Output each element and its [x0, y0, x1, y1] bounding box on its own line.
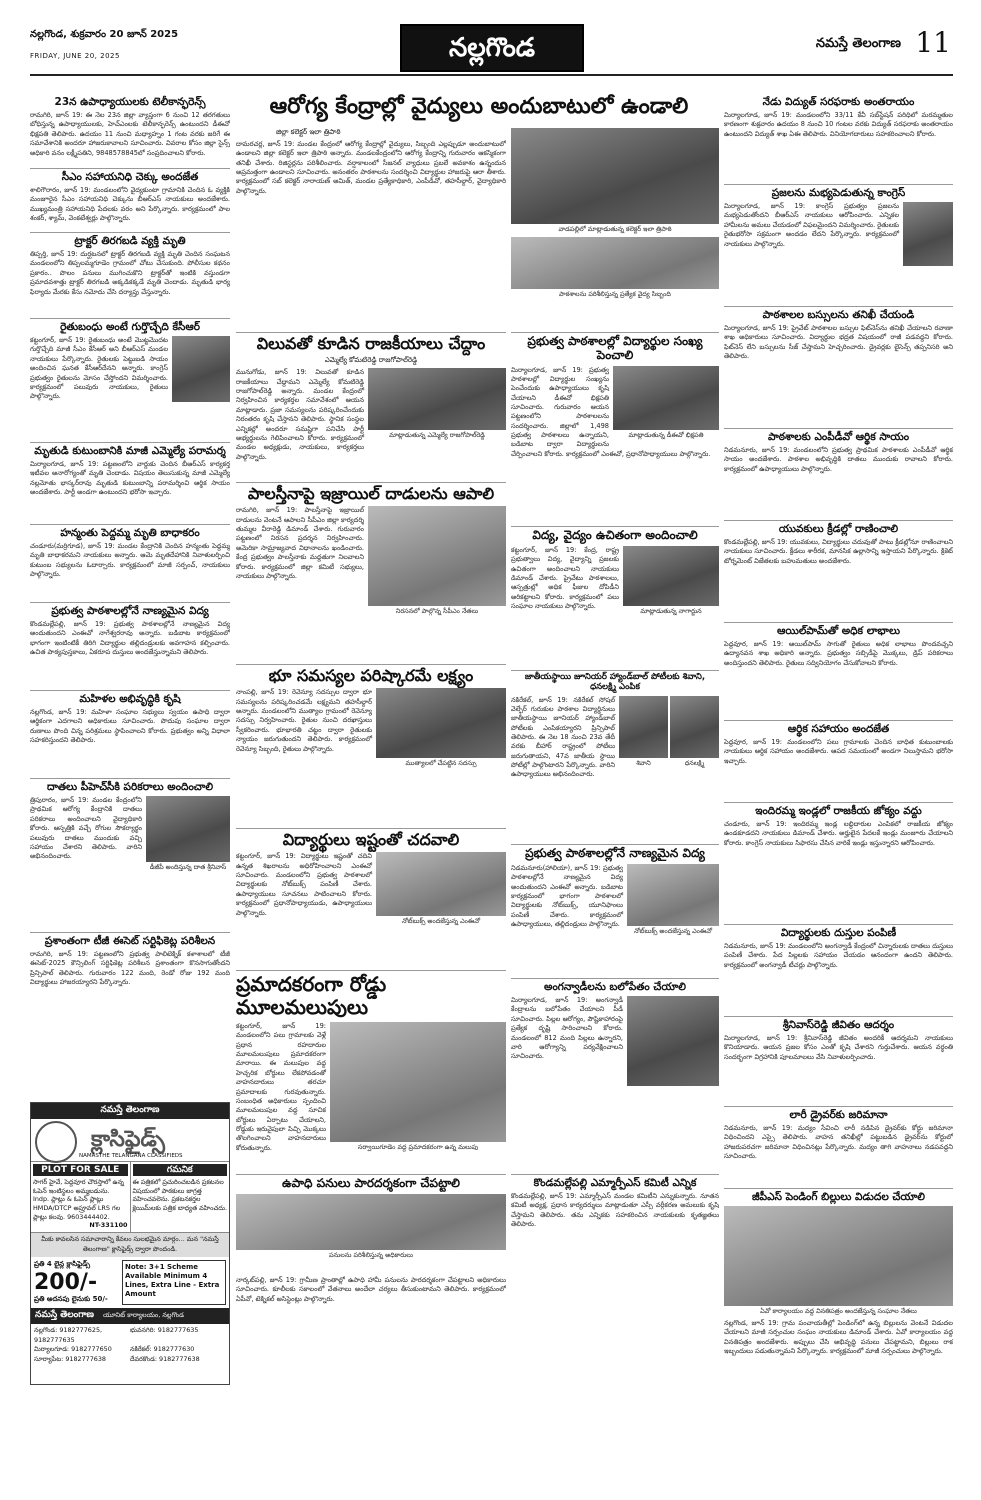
meeting-photo — [376, 688, 506, 758]
photo-caption: పాఠశాలను పరిశీలిస్తున్న ప్రత్యేక వైద్య సిబ్బంది — [559, 290, 671, 298]
headline: ఉపాధి పనులు పారదర్శకంగా చేపట్టాలి — [282, 1176, 460, 1190]
article — [30, 168, 230, 231]
article-body: తిప్పర్తి, జూన్ 19: దుర్ఘటనలో ట్రాక్టర్ తిరగబడి వ్యక్తి మృతి చెందిన సంఘటన మండలంలోని తిప్పలమ్మగూడెం గ్రామంలో చోటు చేసుకుంది. పోలీసుల కథనం ప్రకారం.. పొలం పనులు ముగించుకొని ట్రాక్టర్‌తో ఇంటికి వస్తుండగా ప్రమాదవశాత్తు ట్రాక్టర్ తిరగబడి అక్కడికక్కడే మృతి చెందాడు. మృతుడి భార్య ఫిర్యాదు మేరకు కేసు నమోదు చేసి దర్యాప్తు చేస్తున్నారు. — [30, 250, 230, 296]
article — [30, 442, 230, 523]
article-body: నల్లగొండ, జూన్ 19: మహిళా సంఘాల సభ్యులు స్వయం ఉపాధి ద్వారా ఆర్థికంగా ఎదగాలని అధికారులు సూచించారు. పొదుపు సంఘాల ద్వారా రుణాలు పొంది చిన్న పరిశ్రమలు స్థాపించాలని కోరారు. ప్రభుత్వం అన్ని విధాలా సహకరిస్తుందని తెలిపారు. — [30, 708, 230, 745]
article-body: చండూరు, జూన్ 19: ఇందిరమ్మ ఇండ్ల లబ్ధిదారుల ఎంపికలో రాజకీయ జోక్యం ఉండకూడదని నాయకులు డిమాండ్ చేశారు. అర్హులైన పేదలకే ఇండ్లు మంజూరు చేయాలని కోరారు. కాంగ్రెస్ నాయకులు సిఫారసు చేసిన వారికే ఇండ్లు ఇస్తున్నారని ఆరోపించారు. — [724, 820, 953, 847]
lead-headline: ఆరోగ్య కేంద్రాల్లో వైద్యులు అందుబాటులో ఉండాలి — [269, 94, 689, 119]
article — [511, 670, 719, 841]
article-body: నిడమనూరు, జూన్ 19: మండలంలోని అంగన్వాడీ కేంద్రంలో చిన్నారులకు దాతలు దుస్తులు పంపిణీ చేశారు. పేద పిల్లలకు సహాయం చేయడం ఆనందంగా ఉందని తెలిపారు. కార్యక్రమంలో అంగన్వాడీ టీచర్లు పాల్గొన్నారు. — [724, 942, 953, 969]
article-body: మిర్యాలగూడ, జూన్ 19: శ్రీనివాస్‌రెడ్డి జీవితం అందరికీ ఆదర్శమని నాయకులు కొనియాడారు. ఆయన ప్రజల కోసం ఎంతో కృషి చేశారని గుర్తుచేశారు. ఆయన వర్ధంతి సందర్భంగా విగ్రహానికి పూలమాలలు వేసి నివాళులర్పించారు. — [724, 1034, 953, 1061]
athlete-2 — [670, 696, 719, 771]
article — [236, 482, 506, 661]
article — [724, 720, 953, 801]
headline: పాఠశాలకు ఎంపీడీవో ఆర్థిక సాయం — [767, 431, 910, 443]
article-body: చండూరు(మర్రిగూడ), జూన్ 19: మండల కేంద్రానికి చెందిన హన్మంతు పెద్దమ్మ మృతి బాధాకరమని నాయకులు అన్నారు. ఆమె మృతదేహానికి నివాళులర్పించి కుటుంబ సభ్యులను ఓదార్చారు. కార్యక్రమంలో మాజీ సర్పంచ్, నాయకులు పాల్గొన్నారు. — [30, 542, 230, 579]
article — [30, 778, 230, 931]
article-continued — [236, 1276, 506, 1476]
photo-caption: శివాని — [636, 758, 651, 767]
headline: జాతీయస్థాయి జూనియర్ హ్యాండ్‌బాల్ పోటీలకు శివాని, ధనలక్ష్మి ఎంపిక — [524, 672, 706, 692]
article-body: నకిరేకల్, జూన్ 19: నకిరేకల్ సోషల్ వెల్ఫేర్ గురుకుల పాఠశాల విద్యార్థినులు జాతీయస్థాయి జూనియర్ హ్యాండ్‌బాల్ పోటీలకు ఎంపికయ్యారని ప్రిన్సిపాల్ తెలిపారు. ఈ నెల 18 నుంచి 23వ తేదీ వరకు బీహార్ రాష్ట్రంలో పోటీలు జరుగుతాయని, 47వ జాతీయ స్థాయి పోటీల్లో పాల్గొంటారని పేర్కొన్నారు. వారిని ఉపాధ్యాయులు అభినందించారు. — [511, 695, 615, 779]
headline: విలువతో కూడిన రాజకీయాలు చేద్దాం — [256, 334, 486, 353]
headline: ప్రభుత్వ పాఠశాలల్లోనే నాణ్యమైన విద్య — [525, 846, 705, 860]
article — [30, 524, 230, 601]
headline: ఆర్థిక సహాయం అందజేత — [787, 723, 890, 735]
article-body: శాలిగౌరారం, జూన్ 19: మండలంలోని వైద్యకుంటా గ్రామానికి చెందిన ఓ వ్యక్తికి మంజూరైన సీఎం సహాయనిధి చెక్కును బీఆర్‌ఎస్ నాయకులు అందజేశారు. ముఖ్యమంత్రి సహాయనిధి పేదలకు వరం అని పేర్కొన్నారు. కార్యక్రమంలో పాల శంకర్, శ్యామ్, వెంకటేశ్వర్లు పాల్గొన్నారు. — [30, 186, 230, 223]
price-block — [34, 1260, 122, 1305]
article — [511, 1174, 719, 1479]
collector-photo — [511, 128, 719, 224]
price: 200/- — [34, 1269, 98, 1295]
headline: మృతుడి కుటుంబానికి మాజీ ఎమ్మెల్యే పరామర్శ — [34, 445, 226, 457]
masthead-date — [30, 28, 178, 60]
section-title: నల్లగొండ — [400, 24, 584, 72]
article — [724, 1016, 953, 1105]
article-body: మిర్యాలగూడ, జూన్ 19: ప్రైవేట్ పాఠశాలల బస్సుల ఫిట్‌నెస్‌ను తనిఖీ చేయాలని రవాణా శాఖ అధికారులు సూచించారు. విద్యార్థుల భద్రత విషయంలో రాజీ పడవద్దని కోరారు. ఫిట్‌నెస్ లేని బస్సులను సీజ్ చేస్తామని హెచ్చరించారు. డ్రైవర్లకు లైసెన్స్ తప్పనిసరి అని తెలిపారు. — [724, 324, 953, 361]
headline: విద్యార్థులకు దుస్తుల పంపిణీ — [780, 927, 897, 939]
notice-text: ఈ పత్రికలో ప్రచురించబడిన ప్రకటనల విషయంలో పాఠకులు జాగ్రత్త వహించవలెను. ప్రకటనకర్తల క్లెయిమ్‌లకు పత్రిక బాధ్యత వహించదు. — [132, 1178, 228, 1213]
inspection-photo — [511, 237, 719, 289]
photo-caption: మాట్లాడుతున్న డీఈవో భిక్షపతి — [628, 430, 704, 439]
headline: భూ సమస్యల పరిష్కారమే లక్ష్యం — [268, 666, 474, 685]
athlete-1 — [619, 696, 668, 771]
english-date: FRIDAY, JUNE 20, 2025 — [30, 52, 120, 60]
phone-entry: దేవరకొండ: 9182777638 — [130, 1354, 200, 1363]
headline: ఆయిల్‌పామ్‌తో అధిక లాభాలు — [776, 625, 901, 637]
photo-caption: ధనలక్ష్మి — [684, 758, 705, 767]
article-body: రామగిరి, జూన్ 19: పట్టణంలోని ప్రభుత్వ పాలిటెక్నిక్ కళాశాలలో టీజీ ఈసెట్-2025 కౌన్సిలింగ్ సర్టిఫికెట్ల పరిశీలన ప్రశాంతంగా కొనసాగుతోందని ప్రిన్సిపాల్ తెలిపారు. గురువారం 122 మంది, రెండో రోజు 192 మంది విద్యార్థులు హాజరయ్యారని పేర్కొన్నారు. — [30, 950, 230, 987]
article-body: కొండమల్లేపల్లి, జూన్ 19: ఎమ్మార్పీఎస్ మండల కమిటీని ఎన్నుకున్నారు. నూతన కమిటీ అధ్యక్ష, ప్రధాన కార్యదర్శులు మాట్లాడుతూ ఎస్సీ వర్గీకరణ అమలుకు కృషి చేస్తామని తెలిపారు. తమ ఎన్నికకు సహకరించిన నాయకులకు కృతజ్ఞతలు తెలిపారు. — [511, 1192, 719, 1229]
memorandum-photo — [724, 1206, 953, 1306]
price-row — [31, 1257, 229, 1308]
article-body: మిర్యాలగూడ, జూన్ 19: అంగన్వాడీ కేంద్రాలను బలోపేతం చేయాలని పీడీ సూచించారు. పిల్లల ఆరోగ్యం, పౌష్టికాహారంపై ప్రత్యేక దృష్టి సారించాలని కోరారు. మండలంలో 812 మంది పిల్లలు ఉన్నారని, వారి ఆరోగ్యాన్ని పర్యవేక్షించాలని సూచించారు. — [511, 996, 623, 1061]
article — [724, 622, 953, 719]
article — [511, 332, 719, 523]
phone-entry: నకిరేకల్: 9182777630 — [130, 1345, 195, 1354]
headline: ప్రజలను మభ్యపెడుతున్న కాంగ్రెస్ — [771, 187, 906, 199]
speaker-photo — [623, 546, 719, 606]
photo-block — [627, 864, 719, 939]
photo-caption: పనులను పరిశీలిస్తున్న అధికారులు — [328, 1250, 414, 1259]
article-body: నిడమనూరు(హాలియా), జూన్ 19: ప్రభుత్వ పాఠశాలల్లోనే నాణ్యమైన విద్య అందుతుందని ఎంఈవో అన్నారు. బడిబాట కార్యక్రమంలో భాగంగా పాఠశాలలో విద్యార్థులకు నోట్‌బుక్స్, యూనిఫాంలు పంపిణీ చేశారు. కార్యక్రమంలో ఉపాధ్యాయులు, తల్లిదండ్రులు పాల్గొన్నారు. — [511, 863, 623, 928]
headline: అంగన్వాడీలను బలోపేతం చేయాలి — [544, 981, 686, 993]
headline: ప్రభుత్వ పాఠశాలల్లోనే నాణ్యమైన విద్య — [51, 605, 209, 617]
price-label: ప్రతి 4 లైన్ల క్లాసిఫైడ్స్ — [34, 1259, 91, 1268]
students-photo — [627, 864, 719, 926]
classified-ad — [30, 1102, 230, 1385]
article-body: కొండమల్లేపల్లి, జూన్ 19: ప్రభుత్వ పాఠశాలల్లోనే నాణ్యమైన విద్య అందుతుందని ఎంఈవో నాగేశ్వరరావు అన్నారు. బడిబాట కార్యక్రమంలో భాగంగా ఇంటింటికీ తిరిగి విద్యార్థుల తల్లిదండ్రులకు అవగాహన కల్పించారు. ఉచిత పాఠ్యపుస్తకాలు, ఏకరూప దుస్తులు అందజేస్తున్నామని తెలిపారు. — [30, 620, 230, 657]
headline: సీఎం సహాయనిధి చెక్కు అందజేత — [61, 171, 199, 183]
athlete-photos — [619, 696, 719, 771]
headline: ప్రమాదకరంగా రోడ్డు మూలమలుపులు — [236, 972, 387, 1019]
article-body: మిర్యాలగూడ, జూన్ 19: మండలంలోని 33/11 కేవీ సబ్‌స్టేషన్ పరిధిలో మరమ్మతుల కారణంగా శుక్రవారం ఉదయం 8 నుంచి 10 గంటల వరకు విద్యుత్ సరఫరాకు అంతరాయం ఉంటుందని విద్యుత్ శాఖ ఏఈ తెలిపారు. వినియోగదారులు సహకరించాలని కోరారు. — [724, 111, 953, 138]
article-body: మిర్యాలగూడ, జూన్ 19: ప్రభుత్వ పాఠశాలల్లో విద్యార్థుల సంఖ్యను పెంచేందుకు ఉపాధ్యాయులు కృషి చేయాలని డీఈవో భిక్షపతి సూచించారు. గురువారం ఆయన పట్టణంలోని పాఠశాలలను సందర్శించారు. జిల్లాలో 1,498 ప్రభుత్వ పాఠశాలలు ఉన్నాయని, బడిబాట ద్వారా విద్యార్థులను చేర్పించాలని కోరారు. కార్యక్రమంలో ఎంఈవో, ప్రధానోపాధ్యాయులు పాల్గొన్నారు. — [511, 365, 711, 458]
photo-caption: సర్వాయిగూడెం వద్ద ప్రమాదకరంగా ఉన్న మలుపు — [357, 1143, 479, 1151]
photo-caption: నోట్‌బుక్స్ అందజేస్తున్న ఎంఈవో — [401, 917, 481, 926]
article — [236, 970, 506, 1171]
article — [724, 428, 953, 519]
article — [724, 520, 953, 621]
article-body: కట్టంగూర్, జూన్ 19: మండలంలోని పలు గ్రామాలకు వెళ్లే ప్రధాన రహదారుల మూలమలుపులు ప్రమాదకరంగా మారాయి. ఈ మలుపుల వద్ద హెచ్చరిక బోర్డులు లేకపోవడంతో వాహనదారులు తరచూ ప్రమాదాలకు గురవుతున్నారు. సంబంధిత అధికారులు స్పందించి మూలమలుపుల వద్ద సూచిక బోర్డులు ఏర్పాటు చేయాలని, రోడ్డుకు ఇరువైపులా పిచ్చి మొక్కలు తొలగించాలని వాహనదారులు కోరుతున్నారు. — [236, 1022, 326, 1152]
article — [724, 306, 953, 427]
headline: విద్యార్థులు ఇష్టంతో చదవాలి — [282, 830, 460, 849]
article — [30, 932, 230, 1093]
photo-block — [146, 796, 230, 875]
headline: యువకులు క్రీడల్లో రాణించాలి — [778, 523, 899, 535]
headline: విద్య, వైద్యం ఉచితంగా అందించాలి — [532, 528, 698, 542]
headline: దాతలు పీహెచ్‌సీకి పరికరాలు అందించాలి — [46, 781, 214, 793]
classified-logo-word: క్లాసిఫైడ్స్ — [91, 1127, 165, 1152]
person-photo — [172, 336, 230, 402]
article — [236, 828, 506, 967]
rally-photo — [368, 506, 506, 606]
plot-text: సాగర్ హైవే, పెద్దవూర చౌరస్తాలో ఉన్న ఓపెన్ ఇంటిస్థలం అమ్మబడును. Indp. ప్లాట్లు & ఓపెన్ ప్లాట్లు HMDA/DTCP అప్రూవల్ LRS గల ప్లాట్లు కలవు. 9603444402. — [33, 1178, 125, 1221]
photo-caption: మాట్లాడుతున్న నాగార్జున — [640, 606, 702, 615]
person-photo — [903, 202, 953, 266]
paper-name: నమస్తే తెలంగాణ — [815, 36, 901, 51]
article — [236, 332, 506, 479]
article-body: నార్కట్‌పల్లి, జూన్ 19: గ్రామీణ ప్రాంతాల్లో ఉపాధి హామీ పనులను పారదర్శకంగా చేపట్టాలని అధికారులు సూచించారు. కూలీలకు సకాలంలో వేతనాలు అందేలా చర్యలు తీసుకుంటామని తెలిపారు. కార్యక్రమంలో ఏపీవో, టెక్నికల్ అసిస్టెంట్లు పాల్గొన్నారు. — [236, 1276, 506, 1303]
article — [511, 526, 719, 667]
office-title — [31, 1308, 229, 1324]
phone-entry: సూర్యాపేట: 9182777638 — [34, 1354, 106, 1363]
phone-entry: మిర్యాలగూడ: 9182777650 — [34, 1345, 112, 1354]
headline: పాఠశాలల బస్సులను తనిఖీ చేయండి — [762, 309, 915, 321]
headline: పాలస్తీనాపై ఇజ్రాయిల్ దాడులను ఆపాలి — [247, 484, 495, 503]
article — [30, 690, 230, 777]
headline: రైతుబంధు అంటే గుర్తొచ్చేది కేసీఆర్ — [60, 321, 200, 333]
article — [724, 184, 953, 305]
article — [724, 94, 953, 182]
headline: జీపీఎస్ పెండింగ్ బిల్లులు విడుదల చేయాలి — [752, 1191, 925, 1203]
article-body: నల్లగొండ, జూన్ 19: గ్రామ పంచాయతీల్లో పెండింగ్‌లో ఉన్న బిల్లులను వెంటనే విడుదల చేయాలని మాజీ సర్పంచుల సంఘం నాయకులు డిమాండ్ చేశారు. ఏవో కార్యాలయం వద్ద వినతిపత్రం అందజేశారు. అప్పులు చేసి అభివృద్ధి పనులు చేపట్టామని, బిల్లులు రాక ఇబ్బందులు పడుతున్నామని పేర్కొన్నారు. కార్యక్రమంలో మాజీ సర్పంచులు పాల్గొన్నారు. — [724, 1319, 953, 1356]
classified-logo-sub: NAMASTHE TELANGANA CLASSIFIEDS — [79, 1153, 183, 1159]
photo-block — [613, 366, 719, 443]
headline: శ్రీనివాస్‌రెడ్డి జీవితం ఆదర్శం — [782, 1019, 895, 1031]
classified-row — [31, 1162, 229, 1233]
columns — [30, 94, 953, 1488]
photo-block — [376, 852, 506, 929]
phone-entry: నల్లగొండ: 9182777625, 9182777635 — [34, 1325, 103, 1344]
photo-block — [619, 696, 719, 771]
lead-body: దామరచర్ల, జూన్ 19: మండల కేంద్రంలో ఆరోగ్య కేంద్రాల్లో వైద్యులు, సిబ్బంది ఎల్లప్పుడూ అందుబాటులో ఉండాలని జిల్లా కలెక్టర్ ఇలా త్రిపాఠి అన్నారు. మండలకేంద్రంలోని ఆరోగ్య కేంద్రాన్ని గురువారం ఆకస్మికంగా తనిఖీ చేశారు. రిజిస్టర్లను పరిశీలించారు. వర్షాకాలంలో సీజనల్ వ్యాధులు ప్రబలే అవకాశం ఉన్నందున అప్రమత్తంగా ఉండాలని సూచించారు. అనంతరం పాఠశాలను సందర్శించి విద్యార్థుల హాజరుపై ఆరా తీశారు. కార్యక్రమంలో సబ్ కలెక్టర్ నారాయణ్ అమిత్, మండల ప్రత్యేకాధికారి, ఎంపీడీవో, తహసీల్దార్, వైద్యాధికారి పాల్గొన్నారు. — [236, 140, 506, 195]
road-photo — [330, 1022, 506, 1142]
office-sub: యూనిట్ కార్యాలయం, నల్లగొండ — [103, 1310, 184, 1319]
article — [724, 1188, 953, 1479]
headline: ఇందిరమ్మ ఇండ్లలో రాజకీయ జోక్యం వద్దు — [755, 805, 922, 817]
plot-ad — [31, 1162, 131, 1232]
headline: 23న ఉపాధ్యాయులకు టెలీకాన్ఫరెన్స్ — [54, 96, 206, 108]
photo-block — [627, 996, 719, 1086]
deo-photo — [613, 366, 719, 430]
athlete-photo — [670, 696, 719, 758]
article — [30, 318, 230, 441]
article-body: కొండమల్లేపల్లి, జూన్ 19: యువకులు, విద్యార్థులు చదువుతో పాటు క్రీడల్లోనూ రాణించాలని నాయకులు సూచించారు. క్రీడలు శారీరక, మానసిక ఉల్లాసాన్ని ఇస్తాయని పేర్కొన్నారు. క్రికెట్ టోర్నమెంట్ విజేతలకు బహుమతులు అందజేశారు. — [724, 538, 953, 565]
note-box: Note: 3+1 Scheme Available Minimum 4 Lines, Extra Line - Extra Amount — [122, 1260, 226, 1305]
price-extra: ప్రతి అదనపు లైనుకు 50/- — [34, 1294, 108, 1303]
article-body: నిడమనూరు, జూన్ 19: మద్యం సేవించి లారీ నడిపిన డ్రైవర్‌కు కోర్టు జరిమానా విధించిందని ఎస్సై తెలిపారు. వాహన తనిఖీల్లో పట్టుబడిన డ్రైవర్‌ను కోర్టులో హాజరుపరచగా జరిమానా విధించినట్లు పేర్కొన్నారు. మద్యం తాగి వాహనాలు నడపవద్దని సూచించారు. — [724, 1124, 953, 1161]
notice-ad — [131, 1162, 230, 1232]
article-body: మిర్యాలగూడ, జూన్ 19: పట్టణంలోని వార్డుకు చెందిన బీఆర్‌ఎస్ కార్యకర్త ఇటీవల అనారోగ్యంతో మృతి చెందాడు. విషయం తెలుసుకున్న మాజీ ఎమ్మెల్యే నల్లమోతు భాస్కర్‌రావు మృతుడి కుటుంబాన్ని పరామర్శించి ఆర్థిక సాయం అందజేశారు. పార్టీ అండగా ఉంటుందని భరోసా ఇచ్చారు. — [30, 460, 230, 497]
notice-label: గమనిక — [133, 1164, 228, 1176]
article — [511, 844, 719, 975]
donor-photo — [146, 796, 230, 862]
classified-logo — [31, 1119, 229, 1162]
article-body: కట్టంగూర్, జూన్ 19: రైతుబంధు అంటే మొట్టమొదట గుర్తొచ్చేది మాజీ సీఎం కేసీఆర్ అని బీఆర్‌ఎస్ మండల నాయకులు పేర్కొన్నారు. రైతులకు పెట్టుబడి సాయం అందించిన ఘనత కేసీఆర్‌దేనని అన్నారు. కాంగ్రెస్ ప్రభుత్వం రైతులను మోసం చేస్తోందని విమర్శించారు. కార్యక్రమంలో పలువురు నాయకులు, రైతులు పాల్గొన్నారు. — [30, 336, 168, 401]
headline: ప్రభుత్వ పాఠశాలల్లో విద్యార్థుల సంఖ్య పెంచాలి — [527, 334, 703, 362]
phone-entry: భువనగిరి: 9182777635 — [130, 1325, 199, 1334]
article — [236, 1174, 506, 1275]
headline: నేడు విద్యుత్ సరఫరాకు అంతరాయం — [762, 96, 915, 108]
lead-article — [236, 128, 506, 328]
article-body: పెద్దవూర, జూన్ 19: ఆయిల్‌పామ్ సాగుతో రైతులు అధిక లాభాలు పొందవచ్చని ఉద్యానవన శాఖ అధికారి అన్నారు. ప్రభుత్వం సబ్సిడీపై మొక్కలు, డ్రిప్ పరికరాలు అందిస్తుందని తెలిపారు. రైతులు సద్వినియోగం చేసుకోవాలని కోరారు. — [724, 640, 953, 667]
office-name: నమస్తే తెలంగాణ — [35, 1309, 94, 1320]
article-body: త్రిపురారం, జూన్ 19: మండల కేంద్రంలోని ప్రాథమిక ఆరోగ్య కేంద్రానికి దాతలు పరికరాలు అందించాలని వైద్యాధికారి కోరారు. ఆస్పత్రికి వచ్చే రోగుల సౌకర్యార్థం పలువురు దాతలు ముందుకు వచ్చి సహాయం చేశారని తెలిపారు. వారిని అభినందించారు. — [30, 796, 142, 861]
article-body: మునుగోడు, జూన్ 19: విలువతో కూడిన రాజకీయాలు చేద్దామని ఎమ్మెల్యే కోమటిరెడ్డి రాజగోపాల్‌రెడ్డి అన్నారు. మండల కేంద్రంలో నిర్వహించిన కార్యకర్తల సమావేశంలో ఆయన మాట్లాడారు. ప్రజా సమస్యలను పరిష్కరించేందుకు నిరంతరం కృషి చేస్తానని తెలిపారు. స్థానిక సంస్థల ఎన్నికల్లో అందరూ సమష్టిగా పనిచేసి పార్టీ అభ్యర్థులను గెలిపించాలని కోరారు. కార్యక్రమంలో మండల అధ్యక్షుడు, నాయకులు, కార్యకర్తలు పాల్గొన్నారు. — [236, 368, 364, 461]
article-body: కట్టంగూర్, జూన్ 19: కేంద్ర, రాష్ట్ర ప్రభుత్వాలు విద్య, వైద్యాన్ని ప్రజలకు ఉచితంగా అందించాలని నాయకులు డిమాండ్ చేశారు. ప్రైవేటు పాఠశాలలు, ఆస్పత్రుల్లో అధిక ఫీజుల దోపిడీని అరికట్టాలని కోరారు. కార్యక్రమంలో పలు సంఘాల నాయకులు పాల్గొన్నారు. — [511, 545, 619, 610]
page-number: 11 — [915, 26, 951, 59]
headline: ట్రాక్టర్ తిరగబడి వ్యక్తి మృతి — [74, 235, 186, 247]
article — [724, 1106, 953, 1187]
photo-block — [368, 368, 506, 443]
article-body: రామగిరి, జూన్ 19: పాలస్తీనాపై ఇజ్రాయిల్ దాడులను వెంటనే ఆపాలని సీపీఎం జిల్లా కార్యదర్శి తుమ్మల వీరారెడ్డి డిమాండ్ చేశారు. గురువారం పట్టణంలో నిరసన ప్రదర్శన నిర్వహించారు. అమెరికా సామ్రాజ్యవాద విధానాలను ఖండించారు. కేంద్ర ప్రభుత్వం పాలస్తీనాకు మద్దతుగా నిలవాలని కోరారు. కార్యక్రమంలో జిల్లా కమిటీ సభ్యులు, నాయకులు పాల్గొన్నారు. — [236, 506, 364, 580]
place-date: నల్లగొండ, శుక్రవారం 20 జూన్ 2025 — [30, 29, 179, 40]
headline: కొండమల్లేపల్లి ఎమ్మార్పీఎస్ కమిటీ ఎన్నిక — [533, 1177, 697, 1189]
photo-caption: ముత్యాలలో చేపట్టిన సదస్సు — [405, 759, 477, 768]
works-photo — [236, 1194, 506, 1250]
article-body: రామగిరి, జూన్ 19: ఈ నెల 23న జిల్లా వ్యాప్తంగా 6 నుంచి 12 తరగతులు బోధిస్తున్న ఉపాధ్యాయులకు, హెచ్‌ఎంలకు టెలీకాన్ఫరెన్స్ ఉంటుందని డీఈవో భిక్షపతి తెలిపారు. ఉదయం 11 నుంచి మధ్యాహ్నం 1 గంట వరకు జరిగే ఈ సమావేశానికి అందరూ హాజరుకావాలని సూచించారు. వివరాల కోసం జిల్లా సైన్స్ అధికారి వనం లక్ష్మీపతిని, 9848578845లో సంప్రదించాలని కోరారు. — [30, 111, 230, 157]
photo-caption: వాడపల్లిలో మాట్లాడుతున్న కలెక్టర్ ఇలా త్రిపాఠి — [558, 225, 672, 233]
article — [30, 94, 230, 166]
lead-subhead: జిల్లా కలెక్టర్ ఇలా త్రిపాఠి — [276, 128, 341, 136]
seal-icon — [35, 1121, 77, 1163]
photo-caption: డీజీపీ అందిస్తున్న దాత శ్రీనివాస్ — [149, 863, 227, 872]
article-body: కట్టంగూర్, జూన్ 19: విద్యార్థులు ఇష్టంతో చదివి ఉన్నత శిఖరాలను అధిరోహించాలని ఎంఈవో సూచించారు. మండలంలోని ప్రభుత్వ పాఠశాలలో విద్యార్థులకు నోట్‌బుక్స్ పంపిణీ చేశారు. ఉపాధ్యాయులు సూచనలు పాటించాలని కోరారు. కార్యక్రమంలో ప్రధానోపాధ్యాయుడు, ఉపాధ్యాయులు పాల్గొన్నారు. — [236, 852, 372, 917]
article — [30, 232, 230, 317]
article — [511, 978, 719, 1171]
article-body: నాంపల్లి, జూన్ 19: రెవెన్యూ సదస్సుల ద్వారా భూ సమస్యలను పరిష్కరించడమే లక్ష్యమని తహసీల్దార్ అన్నారు. మండలంలోని ముత్యాల గ్రామంలో రెవెన్యూ సదస్సు నిర్వహించారు. రైతుల నుంచి దరఖాస్తులు స్వీకరించారు. భూభారతి చట్టం ద్వారా రైతులకు న్యాయం జరుగుతుందని తెలిపారు. కార్యక్రమంలో రెవెన్యూ సిబ్బంది, రైతులు పాల్గొన్నారు. — [236, 688, 372, 753]
officer-photo — [627, 996, 719, 1086]
photo-block — [376, 688, 506, 771]
photo-block — [368, 506, 506, 619]
article — [724, 924, 953, 1015]
photo-caption: మాట్లాడుతున్న ఎమ్మెల్యే రాజగోపాల్‌రెడ్డి — [389, 431, 485, 440]
classified-header: నమస్తే తెలంగాణ — [31, 1103, 229, 1119]
article-body: నిడమనూరు, జూన్ 19: మండలంలోని ప్రభుత్వ ప్రాథమిక పాఠశాలకు ఎంపీడీవో ఆర్థిక సాయం అందజేశారు. పాఠశాల అభివృద్ధికి దాతలు ముందుకు రావాలని కోరారు. కార్యక్రమంలో ఉపాధ్యాయులు పాల్గొన్నారు. — [724, 446, 953, 473]
headline: మహిళల అభివృద్ధికి కృషి — [79, 693, 181, 705]
plot-label: PLOT FOR SALE — [33, 1164, 128, 1176]
lead-photos — [511, 128, 719, 328]
photo-caption: ఏవో కార్యాలయం వద్ద వినతిపత్రం అందజేస్తున్న సంఘాల నేతలు — [760, 1307, 917, 1316]
photo-caption: నోట్‌బుక్స్ అందజేస్తున్న ఎంఈవో — [633, 926, 713, 935]
column-2 — [236, 94, 506, 1488]
article — [236, 664, 506, 825]
headline: ప్రశాంతంగా టీజీ ఈసెట్ సర్టిఫికెట్ల పరిశీలన — [44, 935, 216, 947]
plot-code: NT-331100 — [89, 1221, 128, 1230]
article — [30, 602, 230, 689]
subhead: ఎమ్మెల్యే కోమటిరెడ్డి రాజగోపాల్‌రెడ్డి — [324, 356, 418, 365]
photo-block — [330, 1022, 506, 1155]
article-body: పెద్దవూర, జూన్ 19: మండలంలోని పలు గ్రామాలకు చెందిన బాధిత కుటుంబాలకు నాయకులు ఆర్థిక సహాయం అందజేశారు. ఆపద సమయంలో అండగా నిలుస్తామని భరోసా ఇచ్చారు. — [724, 738, 953, 765]
article-body: మిర్యాలగూడ, జూన్ 19: కాంగ్రెస్ ప్రభుత్వం ప్రజలను మభ్యపెడుతోందని బీఆర్‌ఎస్ నాయకులు ఆరోపించారు. ఎన్నికల హామీలను అమలు చేయడంలో విఫలమైందని విమర్శించారు. రైతులకు రైతుభరోసా సక్రమంగా అందడం లేదని పేర్కొన్నారు. కార్యక్రమంలో నాయకులు పాల్గొన్నారు. — [724, 202, 899, 248]
photo-block — [623, 546, 719, 619]
headline: లారీ డ్రైవర్‌కు జరిమానా — [789, 1109, 888, 1121]
books-photo — [376, 852, 506, 916]
meeting-photo — [368, 368, 506, 430]
photo-caption: నిరసనలో పాల్గొన్న సీపీఎం నేతలు — [395, 607, 479, 616]
article — [724, 802, 953, 923]
ad-band: మీకు కావలసిన సమాచారాన్ని కేవలం సులభమైన మార్గం... మన "నమస్తే తెలంగాణ" క్లాసిఫైడ్స్ ద్వారా పొందండి. — [31, 1233, 229, 1257]
headline: హన్మంతు పెద్దమ్మ మృతి బాధాకరం — [60, 527, 200, 539]
column-3 — [511, 94, 719, 1488]
phone-list — [31, 1324, 229, 1366]
athlete-photo — [619, 696, 668, 758]
masthead — [30, 22, 953, 76]
